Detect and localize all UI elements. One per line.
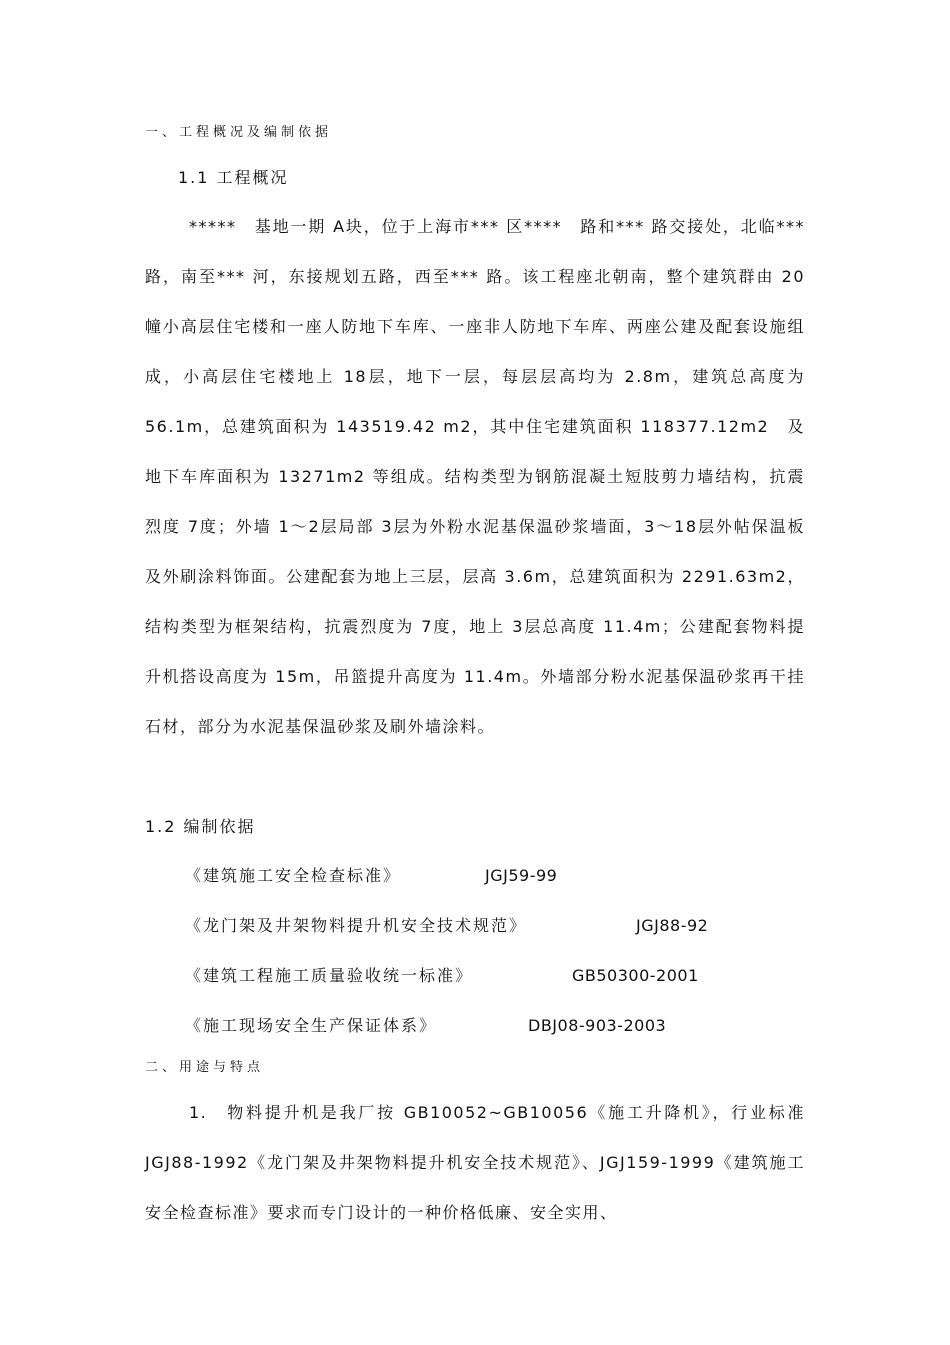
project-overview-paragraph: ***** 基地一期 A块，位于上海市*** 区**** 路和*** 路交接处，北临*** 路，南至*** 河，东接规划五路，西至*** 路。该工程座北朝南，整个建筑群由 20幢小高层住宅楼和一座人防地下车库、一座非人防地下车库、两座公建及配套设施组成，小高层住宅楼地上 18层，地下一层，每层层高均为 2.8m，建筑总高度为 56.1m，总建筑面积为 143519.42 m2，其中住宅建筑面积 118377.12m2 及地下车库面积为 13271m2 等组成。结构类型为钢筋混凝土短肢剪力墙结构，抗震烈度 7度；外墙 1～2层局部 3层为外粉水泥基保温砂浆墙面，3～18层外帖保温板及外刷涂料饰面。公建配套为地上三层，层高 3.6m，总建筑面积为 2291.63m2，结构类型为框架结构，抗震烈度为 7度，地上 3层总高度 11.4m；公建配套物料提升机搭设高度为 15m，吊篮提升高度为 11.4m。外墙部分粉水泥基保温砂浆再干挂石材，部分为水泥基保温砂浆及刷外墙涂料。	[145, 217, 805, 736]
usage-item-paragraph: 1. 物料提升机是我厂按 GB10052~GB10056《施工升降机》，行业标准 JGJ88-1992《龙门架及井架物料提升机安全技术规范》、JGJ159-1999《建筑施工安全检查标准》要求而专门设计的一种价格低廉、安全实用、	[145, 1103, 805, 1222]
section-heading-overview: 一、工程概况及编制依据	[145, 125, 333, 140]
reference-code: DBJ08-903-2003	[528, 1016, 667, 1035]
reference-title: 《建筑施工安全检查标准》	[185, 866, 402, 885]
section-heading-usage: 二、用途与特点	[145, 1060, 265, 1075]
subsection-heading-basis: 1.2 编制依据	[145, 817, 256, 836]
reference-title: 《龙门架及井架物料提升机安全技术规范》	[185, 916, 528, 935]
reference-title: 《施工现场安全生产保证体系》	[185, 1016, 438, 1035]
reference-code: JGJ59-99	[485, 866, 558, 885]
reference-code: JGJ88-92	[636, 916, 709, 935]
reference-title: 《建筑工程施工质量验收统一标准》	[185, 966, 474, 985]
subsection-heading-project-overview: 1.1 工程概况	[178, 168, 289, 187]
reference-code: GB50300-2001	[572, 966, 699, 985]
